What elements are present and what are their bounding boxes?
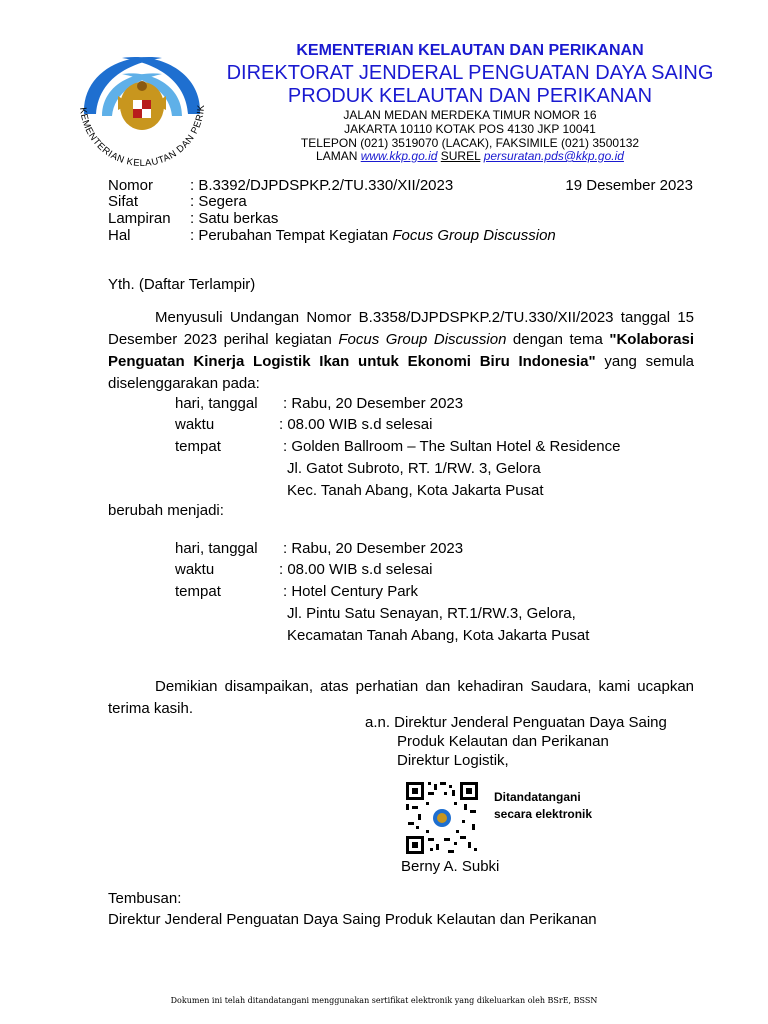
logo-ring-text: KEMENTERIAN KELAUTAN DAN PERIK xyxy=(77,104,208,170)
email-label: SUREL xyxy=(440,149,481,163)
hal-label: Hal xyxy=(108,227,131,244)
intro-italic: Focus Group Discussion xyxy=(338,331,507,348)
intro-paragraph xyxy=(108,307,694,395)
new-day-value: : Rabu, 20 Desember 2023 xyxy=(283,540,464,557)
hal-value xyxy=(190,227,556,244)
nomor-value: : B.3392/DJPDSPKP.2/TU.330/XII/2023 xyxy=(190,177,454,194)
sifat-value: : Segera xyxy=(190,193,247,210)
orig-place-value: : Golden Ballroom – The Sultan Hotel & Residence xyxy=(283,438,621,455)
orig-day-label: hari, tanggal xyxy=(175,395,258,412)
signature-line-3: Direktur Logistik, xyxy=(397,752,509,769)
orig-place-label: tempat xyxy=(175,438,221,455)
hal-text: : Perubahan Tempat Kegiatan xyxy=(190,227,393,244)
intro-text-1: Menyusuli Undangan Nomor B.3358/DJPDSPKP.2/TU.330/XII/2023 tanggal 15 Desember 2023 perihal kegiatan xyxy=(108,309,694,348)
changed-to-label: berubah menjadi: xyxy=(108,502,224,519)
intro-text-3: yang semula diselenggarakan pada: xyxy=(108,353,694,392)
signatory-name: Berny A. Subki xyxy=(401,858,500,875)
intro-text-2: dengan tema xyxy=(506,331,610,348)
orig-day-value: : Rabu, 20 Desember 2023 xyxy=(283,395,464,412)
ministry-name: KEMENTERIAN KELAUTAN DAN PERIKANAN xyxy=(296,42,644,59)
theme-title: "Kolaborasi Penguatan Kinerja Logistik Ikan untuk Ekonomi Biru Indonesia" xyxy=(108,331,694,370)
signature-line-1: a.n. Direktur Jenderal Penguatan Daya Saing xyxy=(365,714,667,731)
signature-line-2: Produk Kelautan dan Perikanan xyxy=(397,733,609,750)
new-day-label: hari, tanggal xyxy=(175,540,258,557)
new-place-line-3: Kecamatan Tanah Abang, Kota Jakarta Pusat xyxy=(287,627,590,644)
new-time-value: : 08.00 WIB s.d selesai xyxy=(279,561,433,578)
website-link[interactable]: www.kkp.go.id xyxy=(360,149,438,163)
cc-label: Tembusan: xyxy=(108,890,182,907)
new-place-value: : Hotel Century Park xyxy=(283,583,419,600)
sifat-label: Sifat xyxy=(108,193,139,210)
qr-code xyxy=(404,780,480,856)
footer-note: Dokumen ini telah ditandatangani menggunakan sertifikat elektronik yang dikeluarkan oleh BSrE, BSSN xyxy=(170,996,598,1005)
recipient: Yth. (Daftar Terlampir) xyxy=(108,276,256,293)
hal-italic-text: Focus Group Discussion xyxy=(392,227,556,244)
orig-place-line-2: Jl. Gatot Subroto, RT. 1/RW. 3, Gelora xyxy=(287,460,541,477)
closing-paragraph: Demikian disampaikan, atas perhatian dan kehadiran Saudara, kami ucapkan terima kasih. xyxy=(108,678,694,717)
contact-line xyxy=(190,149,750,163)
new-place-label: tempat xyxy=(175,583,221,600)
web-label: LAMAN xyxy=(316,149,358,163)
nomor-label: Nomor xyxy=(108,177,154,194)
orig-place-line-3: Kec. Tanah Abang, Kota Jakarta Pusat xyxy=(287,482,544,499)
address-line-1: JALAN MEDAN MERDEKA TIMUR NOMOR 16 xyxy=(343,108,597,122)
orig-time-value: : 08.00 WIB s.d selesai xyxy=(279,416,433,433)
email-link[interactable]: persuratan.pds@kkp.go.id xyxy=(483,149,624,163)
new-time-label: waktu xyxy=(175,561,215,578)
directorate-line-2: PRODUK KELAUTAN DAN PERIKANAN xyxy=(287,85,653,107)
esign-line-2: secara elektronik xyxy=(494,807,593,821)
orig-time-label: waktu xyxy=(175,416,215,433)
lampiran-label: Lampiran xyxy=(108,210,171,227)
directorate-line-1: DIREKTORAT JENDERAL PENGUATAN DAYA SAING xyxy=(226,62,714,84)
new-place-line-2: Jl. Pintu Satu Senayan, RT.1/RW.3, Gelora, xyxy=(287,605,576,622)
esign-line-1: Ditandatangani xyxy=(494,790,581,804)
cc-item: Direktur Jenderal Penguatan Daya Saing Produk Kelautan dan Perikanan xyxy=(108,911,597,928)
letter-date: 19 Desember 2023 xyxy=(565,177,693,194)
lampiran-value: : Satu berkas xyxy=(190,210,279,227)
phone-fax-line: TELEPON (021) 3519070 (LACAK), FAKSIMILE (021) 3500132 xyxy=(300,136,640,150)
address-line-2: JAKARTA 10110 KOTAK POS 4130 JKP 10041 xyxy=(344,122,596,136)
